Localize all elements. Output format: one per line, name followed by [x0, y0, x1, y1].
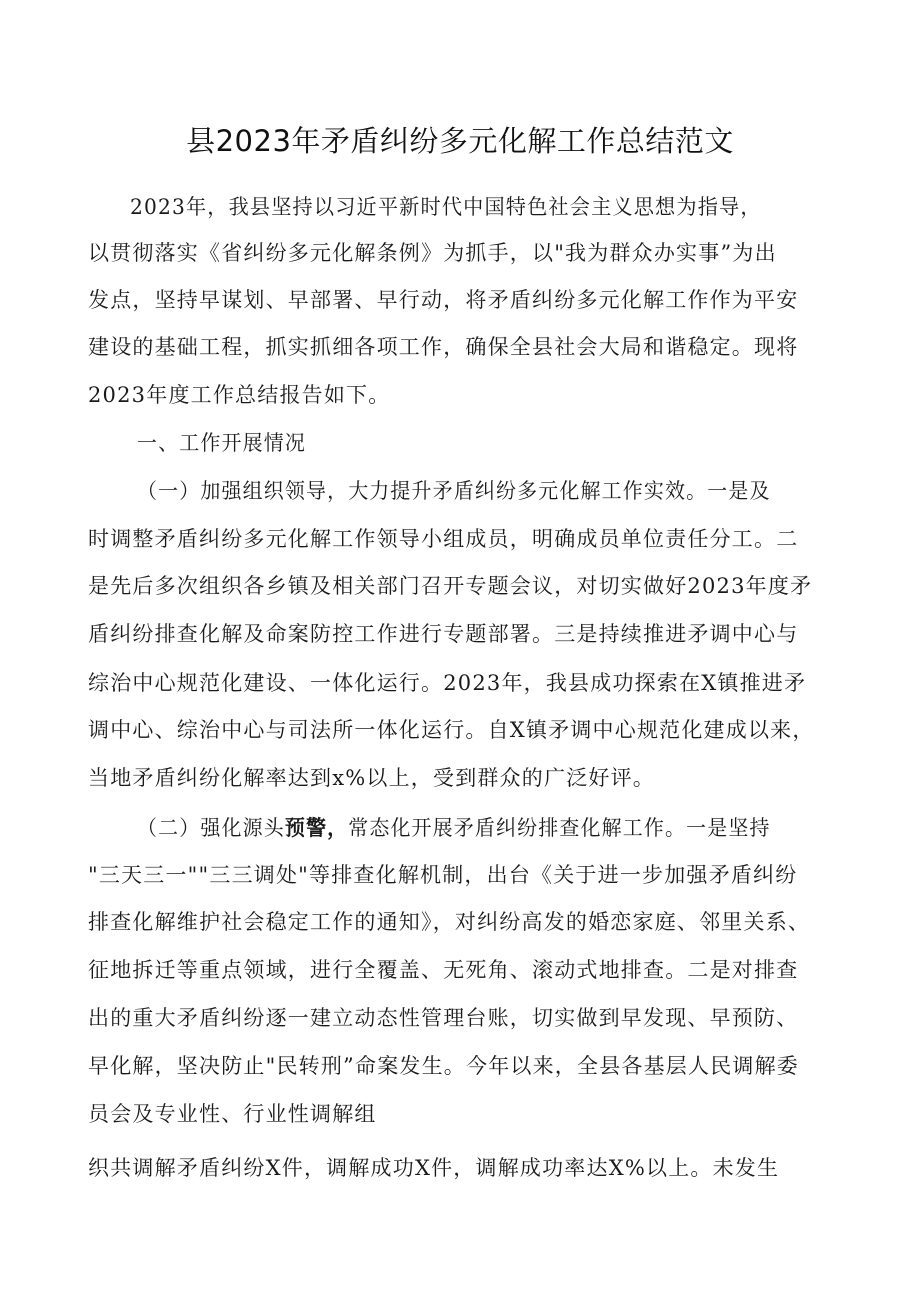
paragraph-line: 是先后多次组织各乡镇及相关部门召开专题会议，对切实做好2023年度矛: [88, 574, 813, 598]
paragraph-line: 调中心、综治中心与司法所一体化运行。自X镇矛调中心规范化建成以来，: [88, 718, 815, 742]
paragraph-line: 出的重大矛盾纠纷逐一建立动态性管理台账，切实做到早发现、早预防、: [88, 1006, 799, 1030]
line-segment: （二）强化源头: [137, 816, 285, 840]
paragraph-line: 2023年，我县坚持以习近平新时代中国特色社会主义思想为指导，: [130, 195, 762, 219]
paragraph-line: 排查化解维护社会稳定工作的通知》，对纠纷高发的婚恋家庭、邻里关系、: [88, 910, 811, 934]
paragraph-line: 织共调解矛盾纠纷X件，调解成功X件，调解成功率达X%以上。未发生: [88, 1156, 780, 1180]
paragraph-line: 盾纠纷排查化解及命案防控工作进行专题部署。三是持续推进矛调中心与: [88, 622, 799, 646]
line-segment: 常态化开展矛盾纠纷排查化解工作。一是坚持: [348, 816, 771, 840]
paragraph-line: 建设的基础工程，抓实抓细各项工作，确保全县社会大局和谐稳定。现将: [88, 335, 799, 359]
document-title: 县2023年矛盾纠纷多元化解工作总结范文: [186, 124, 734, 158]
paragraph-line: 早化解，坚决防止"民转刑”命案发生。今年以来，全县各基层人民调解委: [88, 1054, 799, 1078]
bold-term: 预警，: [284, 815, 349, 840]
paragraph-line: 时调整矛盾纠纷多元化解工作领导小组成员，明确成员单位责任分工。二: [88, 527, 799, 551]
paragraph-line: 员会及专业性、行业性调解组: [88, 1102, 377, 1126]
paragraph-line: 征地拆迁等重点领域，进行全覆盖、无死角、滚动式地排查。二是对排查: [88, 958, 799, 982]
paragraph-line: 综治中心规范化建设、一体化运行。2023年，我县成功探索在X镇推进矛: [88, 671, 807, 695]
paragraph-line: 2023年度工作总结报告如下。: [88, 383, 391, 407]
paragraph-line: [137, 813, 860, 843]
paragraph-line: 当地矛盾纠纷化解率达到x%以上，受到群众的广泛好评。: [88, 766, 655, 790]
paragraph-line: 以贯彻落实《省纠纷多元化解条例》为抓手，以"我为群众办实事”为出: [88, 241, 777, 265]
paragraph-line: （一）加强组织领导，大力提升矛盾纠纷多元化解工作实效。一是及: [137, 479, 771, 503]
paragraph-line: "三天三一""三三调处"等排查化解机制，出台《关于进一步加强矛盾纠纷: [88, 863, 798, 887]
section-heading: 一、工作开展情况: [137, 431, 306, 455]
paragraph-line: 发点，坚持早谋划、早部署、早行动，将矛盾纠纷多元化解工作作为平安: [88, 288, 799, 312]
